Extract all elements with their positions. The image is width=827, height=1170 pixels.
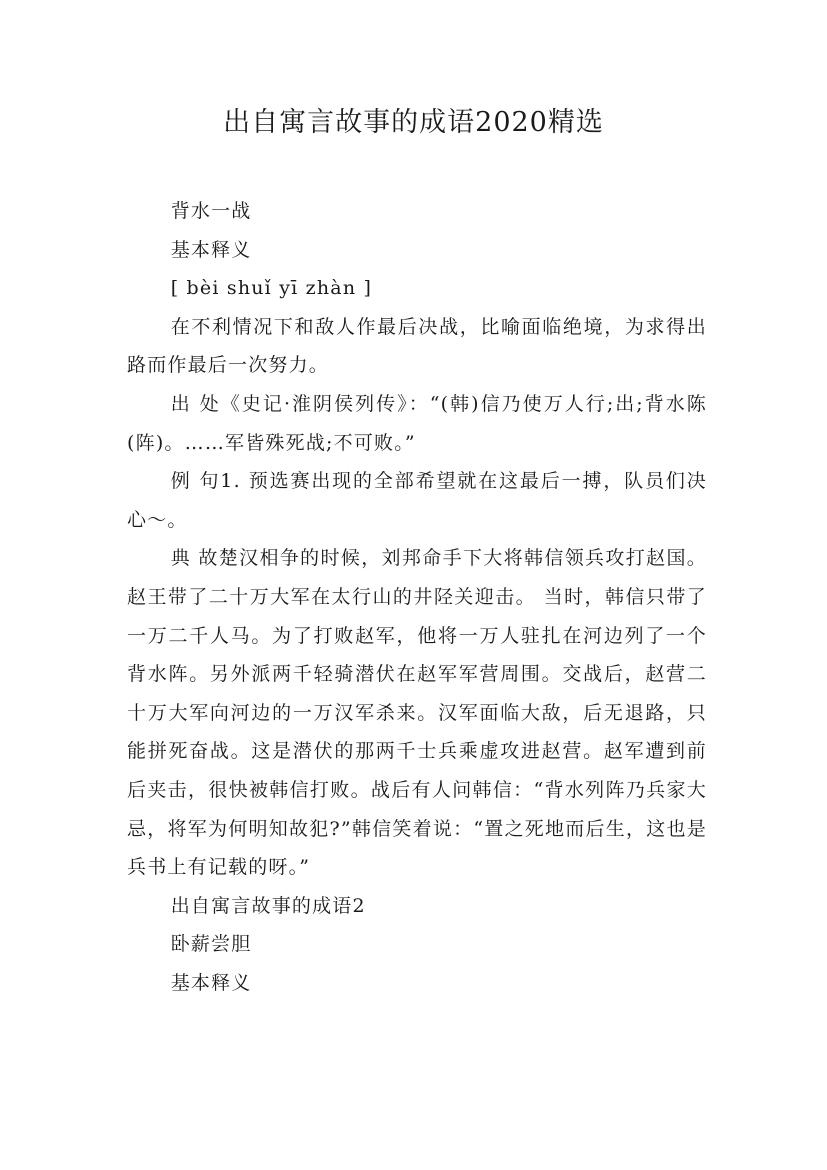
document-title: 出自寓言故事的成语2020精选: [223, 107, 604, 138]
paragraph-definition: 在不利情况下和敌人作最后决战，比喻面临绝境，为求得出路而作最后一次努力。: [127, 315, 707, 377]
paragraph-pinyin: [ bèi shuǐ yī zhàn ]: [170, 277, 373, 300]
paragraph-example: 例 句1. 预选赛出现的全部希望就在这最后一搏，队员们决心～。: [127, 470, 707, 531]
document-body: [127, 192, 707, 1002]
paragraph-idiom-title: 背水一战: [170, 200, 252, 222]
paragraph-definition-heading: 基本释义: [170, 238, 252, 261]
paragraph-section-heading: 出自寓言故事的成语2: [170, 894, 366, 917]
paragraph-source: 出 处《史记·淮阴侯列传》：“(韩)信乃使万人行;出;背水陈(阵)。……军皆殊死战;不可败。”: [127, 392, 707, 454]
paragraph-definition-heading-2: 基本释义: [170, 971, 252, 994]
paragraph-idiom-title-2: 卧薪尝胆: [170, 933, 252, 956]
paragraph-story: 典 故楚汉相争的时候，刘邦命手下大将韩信领兵攻打赵国。赵王带了二十万大军在太行山的井陉关迎击。 当时，韩信只带了一万二千人马。为了打败赵军，他将一万人驻扎在河边列了一个背水阵。另外派两千轻骑潜伏在赵军军营周围。交战后，赵营二十万大军向河边的一万汉军杀来。汉军面临大敌，后无退路，只能拼死奋战。这是潜伏的那两千士兵乘虚攻进赵营。赵军遭到前后夹击，很快被韩信打败。战后有人问韩信：“背水列阵乃兵家大忌，将军为何明知故犯?”韩信笑着说：“置之死地而后生，这也是兵书上有记载的呀。”: [127, 547, 707, 879]
